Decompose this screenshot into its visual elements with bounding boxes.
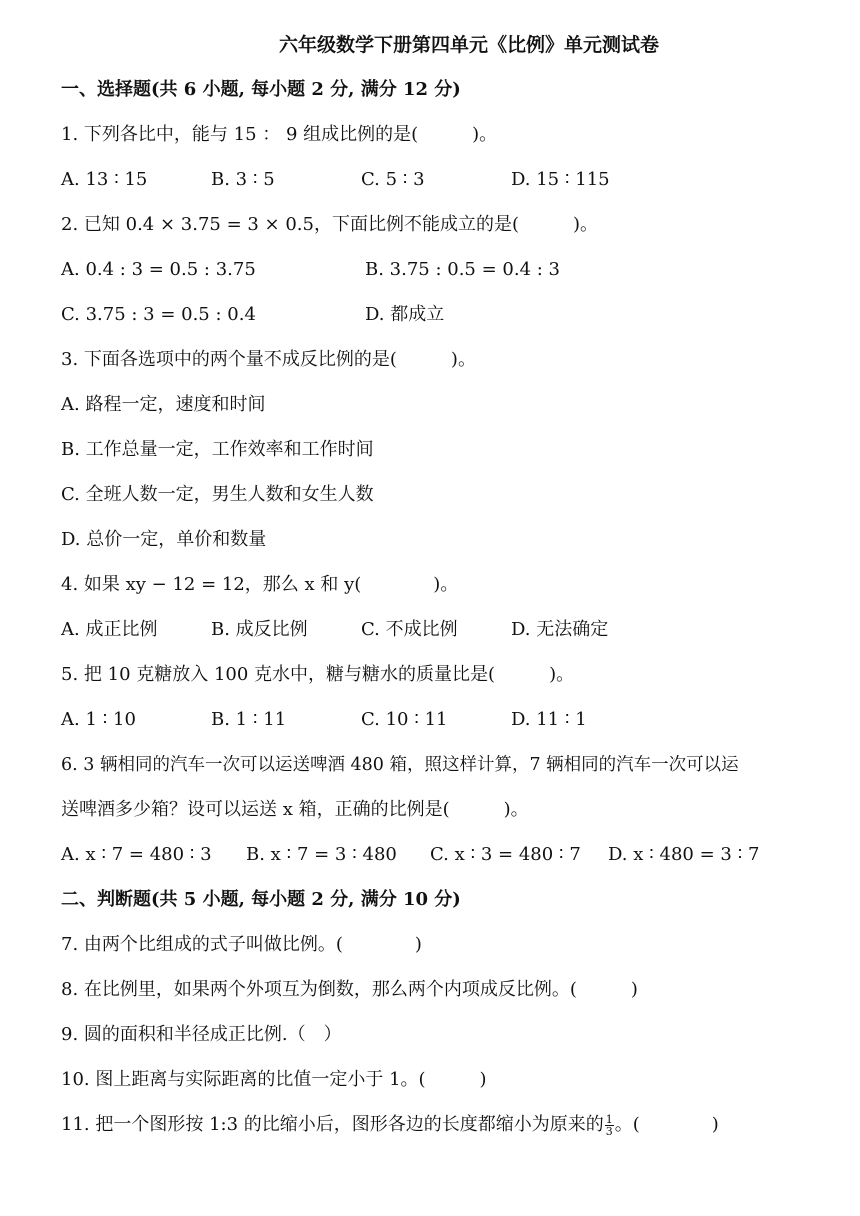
question-10: 10. 图上距离与实际距离的比值一定小于 1。( ) [61, 1069, 487, 1090]
section-heading-choice: 一、选择题(共 6 小题, 每小题 2 分, 满分 12 分) [61, 79, 461, 100]
q2-option-d: D. 都成立 [365, 304, 445, 325]
q1-option-b: B. 3 ∶ 5 [211, 169, 275, 190]
q5-option-c: C. 10 ∶ 11 [361, 709, 448, 730]
q1-option-d: D. 15 ∶ 115 [511, 169, 610, 190]
fraction-one-third [605, 1114, 614, 1137]
q1-option-a: A. 13 ∶ 15 [61, 169, 148, 190]
q5-option-d: D. 11 ∶ 1 [511, 709, 587, 730]
section-heading-judgement: 二、判断题(共 5 小题, 每小题 2 分, 满分 10 分) [61, 889, 461, 910]
q3-option-a: A. 路程一定，速度和时间 [61, 394, 266, 415]
question-3: 3. 下面各选项中的两个量不成反比例的是( )。 [61, 349, 476, 370]
q5-option-a: A. 1 ∶ 10 [61, 709, 136, 730]
q2-option-b: B. 3.75 : 0.5 = 0.4 : 3 [365, 259, 560, 280]
question-6: 6. 3 辆相同的汽车一次可以运送啤酒 480 箱，照这样计算，7 辆相同的汽车一次可以运 [61, 755, 739, 775]
q2-option-a: A. 0.4 : 3 = 0.5 : 3.75 [61, 259, 256, 280]
q4-option-d: D. 无法确定 [511, 619, 609, 640]
q4-option-b: B. 成反比例 [211, 619, 308, 640]
q3-option-b: B. 工作总量一定，工作效率和工作时间 [61, 439, 374, 460]
q1-option-c: C. 5 ∶ 3 [361, 169, 425, 190]
q6-option-d: D. x ∶ 480 = 3 ∶ 7 [608, 844, 760, 865]
page-title: 六年级数学下册第四单元《比例》单元测试卷 [278, 34, 659, 56]
q6-option-a: A. x ∶ 7 = 480 ∶ 3 [61, 844, 212, 865]
q3-option-c: C. 全班人数一定，男生人数和女生人数 [61, 484, 374, 505]
q3-option-d: D. 总价一定，单价和数量 [61, 529, 267, 550]
question-1: 1. 下列各比中，能与 15 ： 9 组成比例的是( )。 [61, 124, 498, 145]
q11-text: 11. 把一个图形按 1:3 的比缩小后，图形各边的长度都缩小为原来的 [61, 1114, 604, 1135]
question-2: 2. 已知 0.4 × 3.75 = 3 × 0.5，下面比例不能成立的是( )。 [61, 214, 599, 235]
q5-option-b: B. 1 ∶ 11 [211, 709, 287, 730]
question-6-continued: 送啤酒多少箱？设可以运送 x 箱，正确的比例是( )。 [61, 799, 529, 820]
question-9: 9. 圆的面积和半径成正比例.（ ） [61, 1024, 342, 1045]
fraction-denominator: 3 [605, 1124, 613, 1138]
question-11 [61, 1112, 719, 1138]
q6-option-b: B. x ∶ 7 = 3 ∶ 480 [246, 844, 397, 865]
q11-answer-blank: 。( ) [614, 1114, 719, 1135]
question-4: 4. 如果 xy − 12 = 12，那么 x 和 y( )。 [61, 574, 459, 595]
question-5: 5. 把 10 克糖放入 100 克水中，糖与糖水的质量比是( )。 [61, 664, 575, 685]
q4-option-c: C. 不成比例 [361, 619, 458, 640]
q2-option-c: C. 3.75 : 3 = 0.5 : 0.4 [61, 304, 256, 325]
q4-option-a: A. 成正比例 [61, 619, 158, 640]
question-8: 8. 在比例里，如果两个外项互为倒数，那么两个内项成反比例。( ) [61, 979, 638, 1000]
fraction-numerator: 1 [605, 1112, 613, 1126]
question-7: 7. 由两个比组成的式子叫做比例。( ) [61, 934, 422, 955]
q6-option-c: C. x ∶ 3 = 480 ∶ 7 [430, 844, 581, 865]
